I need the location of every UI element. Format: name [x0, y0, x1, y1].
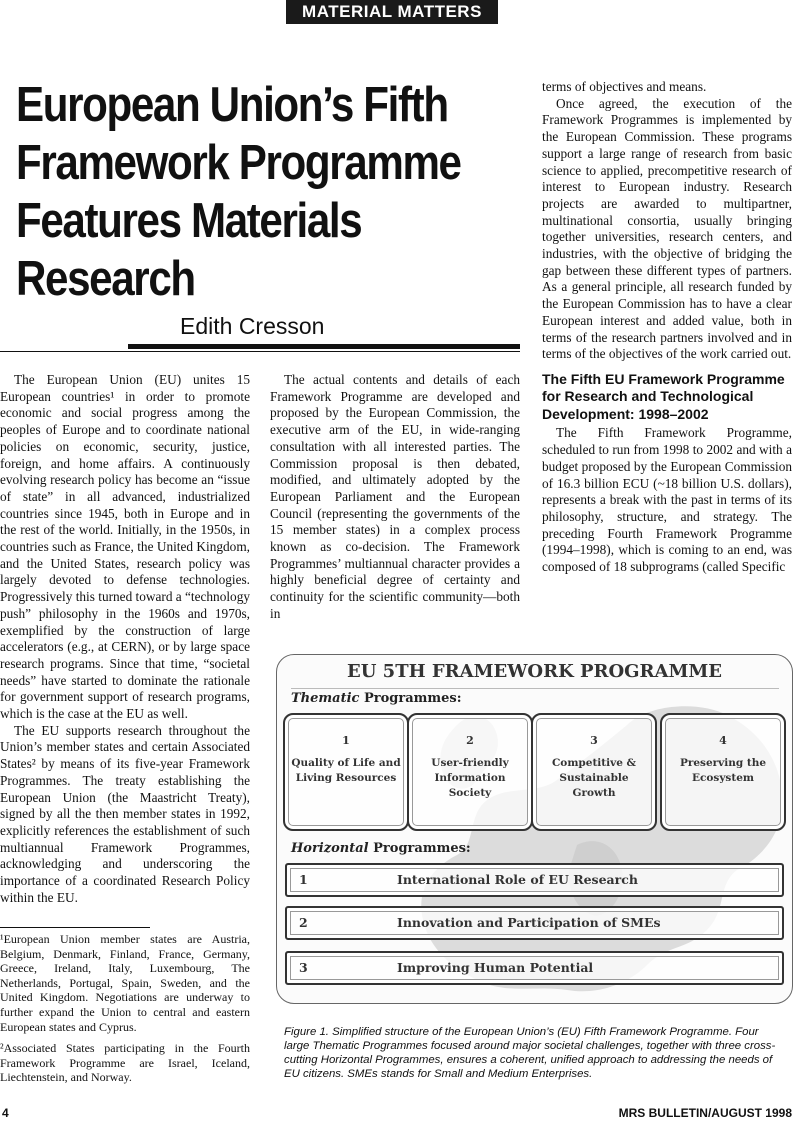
programme-number: 3 — [590, 734, 598, 747]
section-header: MATERIAL MATTERS — [286, 0, 498, 24]
body-column-1 — [0, 372, 250, 907]
programme-number: 2 — [299, 915, 308, 930]
author-name: Edith Cresson — [180, 313, 325, 339]
title-line-2: Framework Programme — [16, 136, 461, 190]
horizontal-heading — [291, 841, 471, 856]
horizontal-programme-2 — [285, 906, 784, 940]
programme-label: User-friendly Information Society — [431, 757, 509, 799]
programme-label: Preserving the Ecosystem — [679, 757, 767, 784]
title-line-3: Features Materials — [16, 194, 362, 248]
footnote-2: ²Associated States participating in the Fourth Framework Programme are Israel, Iceland, Liechtenstein, and Norway. — [0, 1041, 250, 1085]
programme-label: Improving Human Potential — [397, 960, 594, 975]
thematic-programme-4 — [660, 713, 786, 831]
programme-label: Quality of Life and Living Resources — [291, 757, 401, 784]
journal-footer: MRS BULLETIN/AUGUST 1998 — [618, 1106, 792, 1120]
article-title — [16, 76, 461, 308]
horizontal-label-italic: Horizontal — [291, 841, 369, 856]
paragraph: The European Union (EU) unites 15 European countries¹ in order to promote economic and social progress among the peoples of Europe and to coordinate national policies on economic, security, justice, foreign, and home affairs. A continuously evolving research policy has become an “issue of state” in all advanced, industrialized countries since 1945, both in Europe and in the rest of the world. Initially, in the 1950s, in countries such as France, the United Kingdom, and the United States, research policy was largely devoted to defense technologies. Progressively this turned toward a “technology push” philosophy in the 1960s and 1970s, exemplified by the construction of large accelerators (e.g., at CERN), or by large space research programs. Since that time, “societal needs” have started to dominate the rationale for government support of research programs, which is the case at the EU as well. — [0, 372, 250, 722]
body-column-3 — [542, 79, 792, 576]
thematic-programme-3 — [531, 713, 657, 831]
footnote-rule — [0, 927, 150, 928]
title-line-4: Research — [16, 252, 195, 306]
body-column-2 — [270, 372, 520, 623]
figure-title-rule — [291, 688, 779, 689]
paragraph: The actual contents and details of each Framework Programme are developed and proposed by the European Commission, the executive arm of the EU, in wide-ranging consultation with all interested parties. The Commission proposal is then debated, modified, and ultimately adopted by the European Parliament and the European Council (representing the governments of the 15 member states) in a complex process known as co-decision. The Framework Programmes’ multiannual character provides a highly beneficial degree of certainty and continuity for the scientific community—both in — [270, 372, 520, 621]
paragraph: Once agreed, the execution of the Framework Programmes is implemented by the European Commission. These programs support a large range of research from basic science to applied, precompetitive research of interest to European industry. Research projects are awarded to multipartner, multinational consortia, usually bringing together universities, research centers, and industries, with the objective of bridging the gap between these different types of partners. As a general principle, all research funded by the European Commission has to have a clear European interest and added value, both in terms of the research partners involved and in terms of the objectives of the work carried out. — [542, 95, 792, 362]
figure-framework-diagram — [276, 654, 793, 1004]
title-rule-thick — [128, 344, 520, 349]
programme-number: 3 — [299, 960, 308, 975]
thematic-programme-2 — [407, 713, 533, 831]
programme-number: 2 — [466, 734, 474, 747]
thematic-label-italic: Thematic — [291, 691, 360, 706]
figure-title: EU 5TH FRAMEWORK PROGRAMME — [346, 661, 723, 682]
paragraph: terms of objectives and means. — [542, 79, 707, 94]
paragraph: The EU supports research throughout the Union’s member states and certain Associated States² by means of its five-year Framework Programmes. The treaty establishing the European Union (the Maastricht Treaty), signed by all the then member states in 1992, explicitly references the establishment of such multiannual Framework Programmes, acknowledging and underscoring the importance of a coordinated Research Policy within the EU. — [0, 722, 250, 905]
title-rule-thin — [0, 351, 520, 352]
thematic-programme-1 — [283, 713, 409, 831]
programme-number: 4 — [719, 734, 727, 747]
programme-number: 1 — [299, 872, 308, 887]
page-number: 4 — [2, 1106, 9, 1120]
footnote-1: ¹European Union member states are Austria, Belgium, Denmark, Finland, France, Germany, Greece, Ireland, Italy, Luxembourg, The Netherlands, Portugal, Spain, Sweden, and the United Kingdom. Negotiations are underway to further expand the Union to central and eastern European states and Cyprus. — [0, 932, 250, 1034]
thematic-heading — [291, 691, 462, 706]
programme-label: International Role of EU Research — [397, 872, 638, 887]
programme-label: Competitive & Sustainable Growth — [551, 757, 637, 799]
programme-number: 1 — [342, 734, 350, 747]
programme-label: Innovation and Participation of SMEs — [397, 915, 661, 930]
thematic-label-rest: Programmes: — [363, 691, 462, 706]
title-line-1: European Union’s Fifth — [16, 78, 448, 132]
horizontal-label-rest: Programmes: — [373, 841, 471, 856]
horizontal-programme-1 — [285, 863, 784, 897]
figure-caption: Figure 1. Simplified structure of the European Union’s (EU) Fifth Framework Programme. Four large Thematic Programmes focused around major societal challenges, together with three cross-cutting Horizontal Programmes, ensures a coherent, unified approach to addressing the needs of EU citizens. SMEs stands for Small and Medium Enterprises. — [284, 1026, 776, 1080]
section-heading: The Fifth EU Framework Programme for Research and Technological Development: 1998–2002 — [542, 370, 785, 422]
horizontal-programme-3 — [285, 951, 784, 985]
paragraph: The Fifth Framework Programme, scheduled to run from 1998 to 2002 and with a budget proposed by the European Commission of 16.3 billion ECU (~18 billion U.S. dollars), represents a break with the past in terms of its philosophy, structure, and strategy. The preceding Fourth Framework Programme (1994–1998), which is coming to an end, was composed of 18 subprograms (called Specific — [542, 425, 792, 575]
